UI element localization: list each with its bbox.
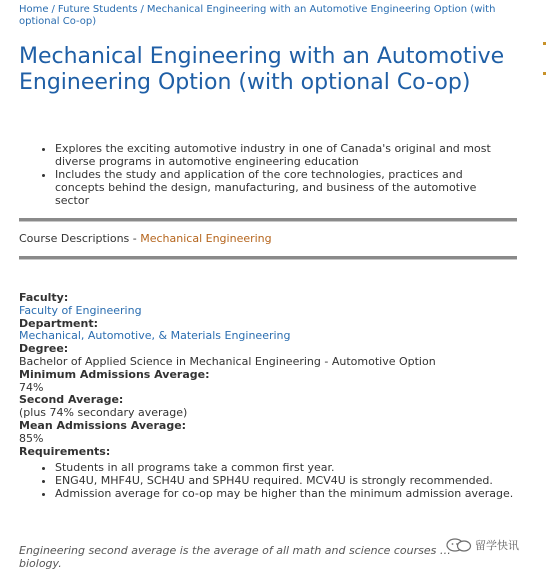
wechat-icon: [446, 538, 472, 552]
program-details: [19, 292, 519, 501]
intro-item: • Explores the exciting automotive industry in one of Canada's original and most diverse programs in automotive engineering education: [55, 142, 509, 168]
breadcrumb-home[interactable]: Home: [19, 4, 49, 15]
faculty-link[interactable]: Faculty of Engineering: [19, 303, 142, 317]
breadcrumb: [19, 4, 509, 28]
breadcrumb-current: Mechanical Engineering with an Automotive Engineering Option (with optional Co-op): [19, 4, 496, 27]
faculty-label: Faculty:: [19, 291, 69, 304]
breadcrumb-separator: /: [51, 4, 55, 15]
requirement-item: • Admission average for co-op may be higher than the minimum admission average.: [55, 488, 519, 501]
page-title: Mechanical Engineering with an Automotive Engineering Option (with optional Co-op): [19, 44, 505, 95]
mean-average-label: Mean Admissions Average:: [19, 418, 187, 432]
footnote: Engineering second average is the average of all math and science courses … biology.: [19, 544, 451, 570]
department-link[interactable]: Mechanical, Automotive, & Materials Engineering: [19, 329, 291, 343]
section-divider: [19, 218, 517, 222]
degree-value: Bachelor of Applied Science in Mechanical Engineering - Automotive Option: [19, 354, 436, 368]
course-descriptions: [19, 232, 272, 245]
min-average-value: 74%: [19, 380, 44, 394]
second-average-label: Second Average:: [19, 393, 124, 407]
requirements-list: [19, 462, 519, 500]
requirement-item: • ENG4U, MHF4U, SCH4U and SPH4U required. MCV4U is strongly recommended.: [55, 475, 519, 488]
section-divider: [19, 256, 517, 260]
intro-item: • Includes the study and application of the core technologies, practices and concepts behind the design, manufacturing, and business of the automotive sector: [55, 168, 509, 207]
course-descriptions-label: Course Descriptions -: [19, 232, 141, 245]
intro-list: [19, 142, 509, 207]
breadcrumb-separator: /: [140, 4, 144, 15]
mean-average-value: 85%: [19, 431, 44, 445]
degree-label: Degree:: [19, 342, 69, 356]
department-label: Department:: [19, 316, 98, 330]
min-average-label: Minimum Admissions Average:: [19, 367, 210, 381]
breadcrumb-future-students[interactable]: Future Students: [57, 4, 138, 15]
requirements-label: Requirements:: [19, 444, 111, 458]
requirement-item: • Students in all programs take a common first year.: [55, 462, 519, 475]
watermark-text: 留学快讯: [475, 539, 519, 552]
course-descriptions-link[interactable]: Mechanical Engineering: [140, 232, 272, 245]
watermark: [446, 537, 519, 553]
second-average-value: (plus 74% secondary average): [19, 406, 188, 420]
edge-marker: [543, 72, 546, 75]
edge-marker: [543, 42, 546, 45]
